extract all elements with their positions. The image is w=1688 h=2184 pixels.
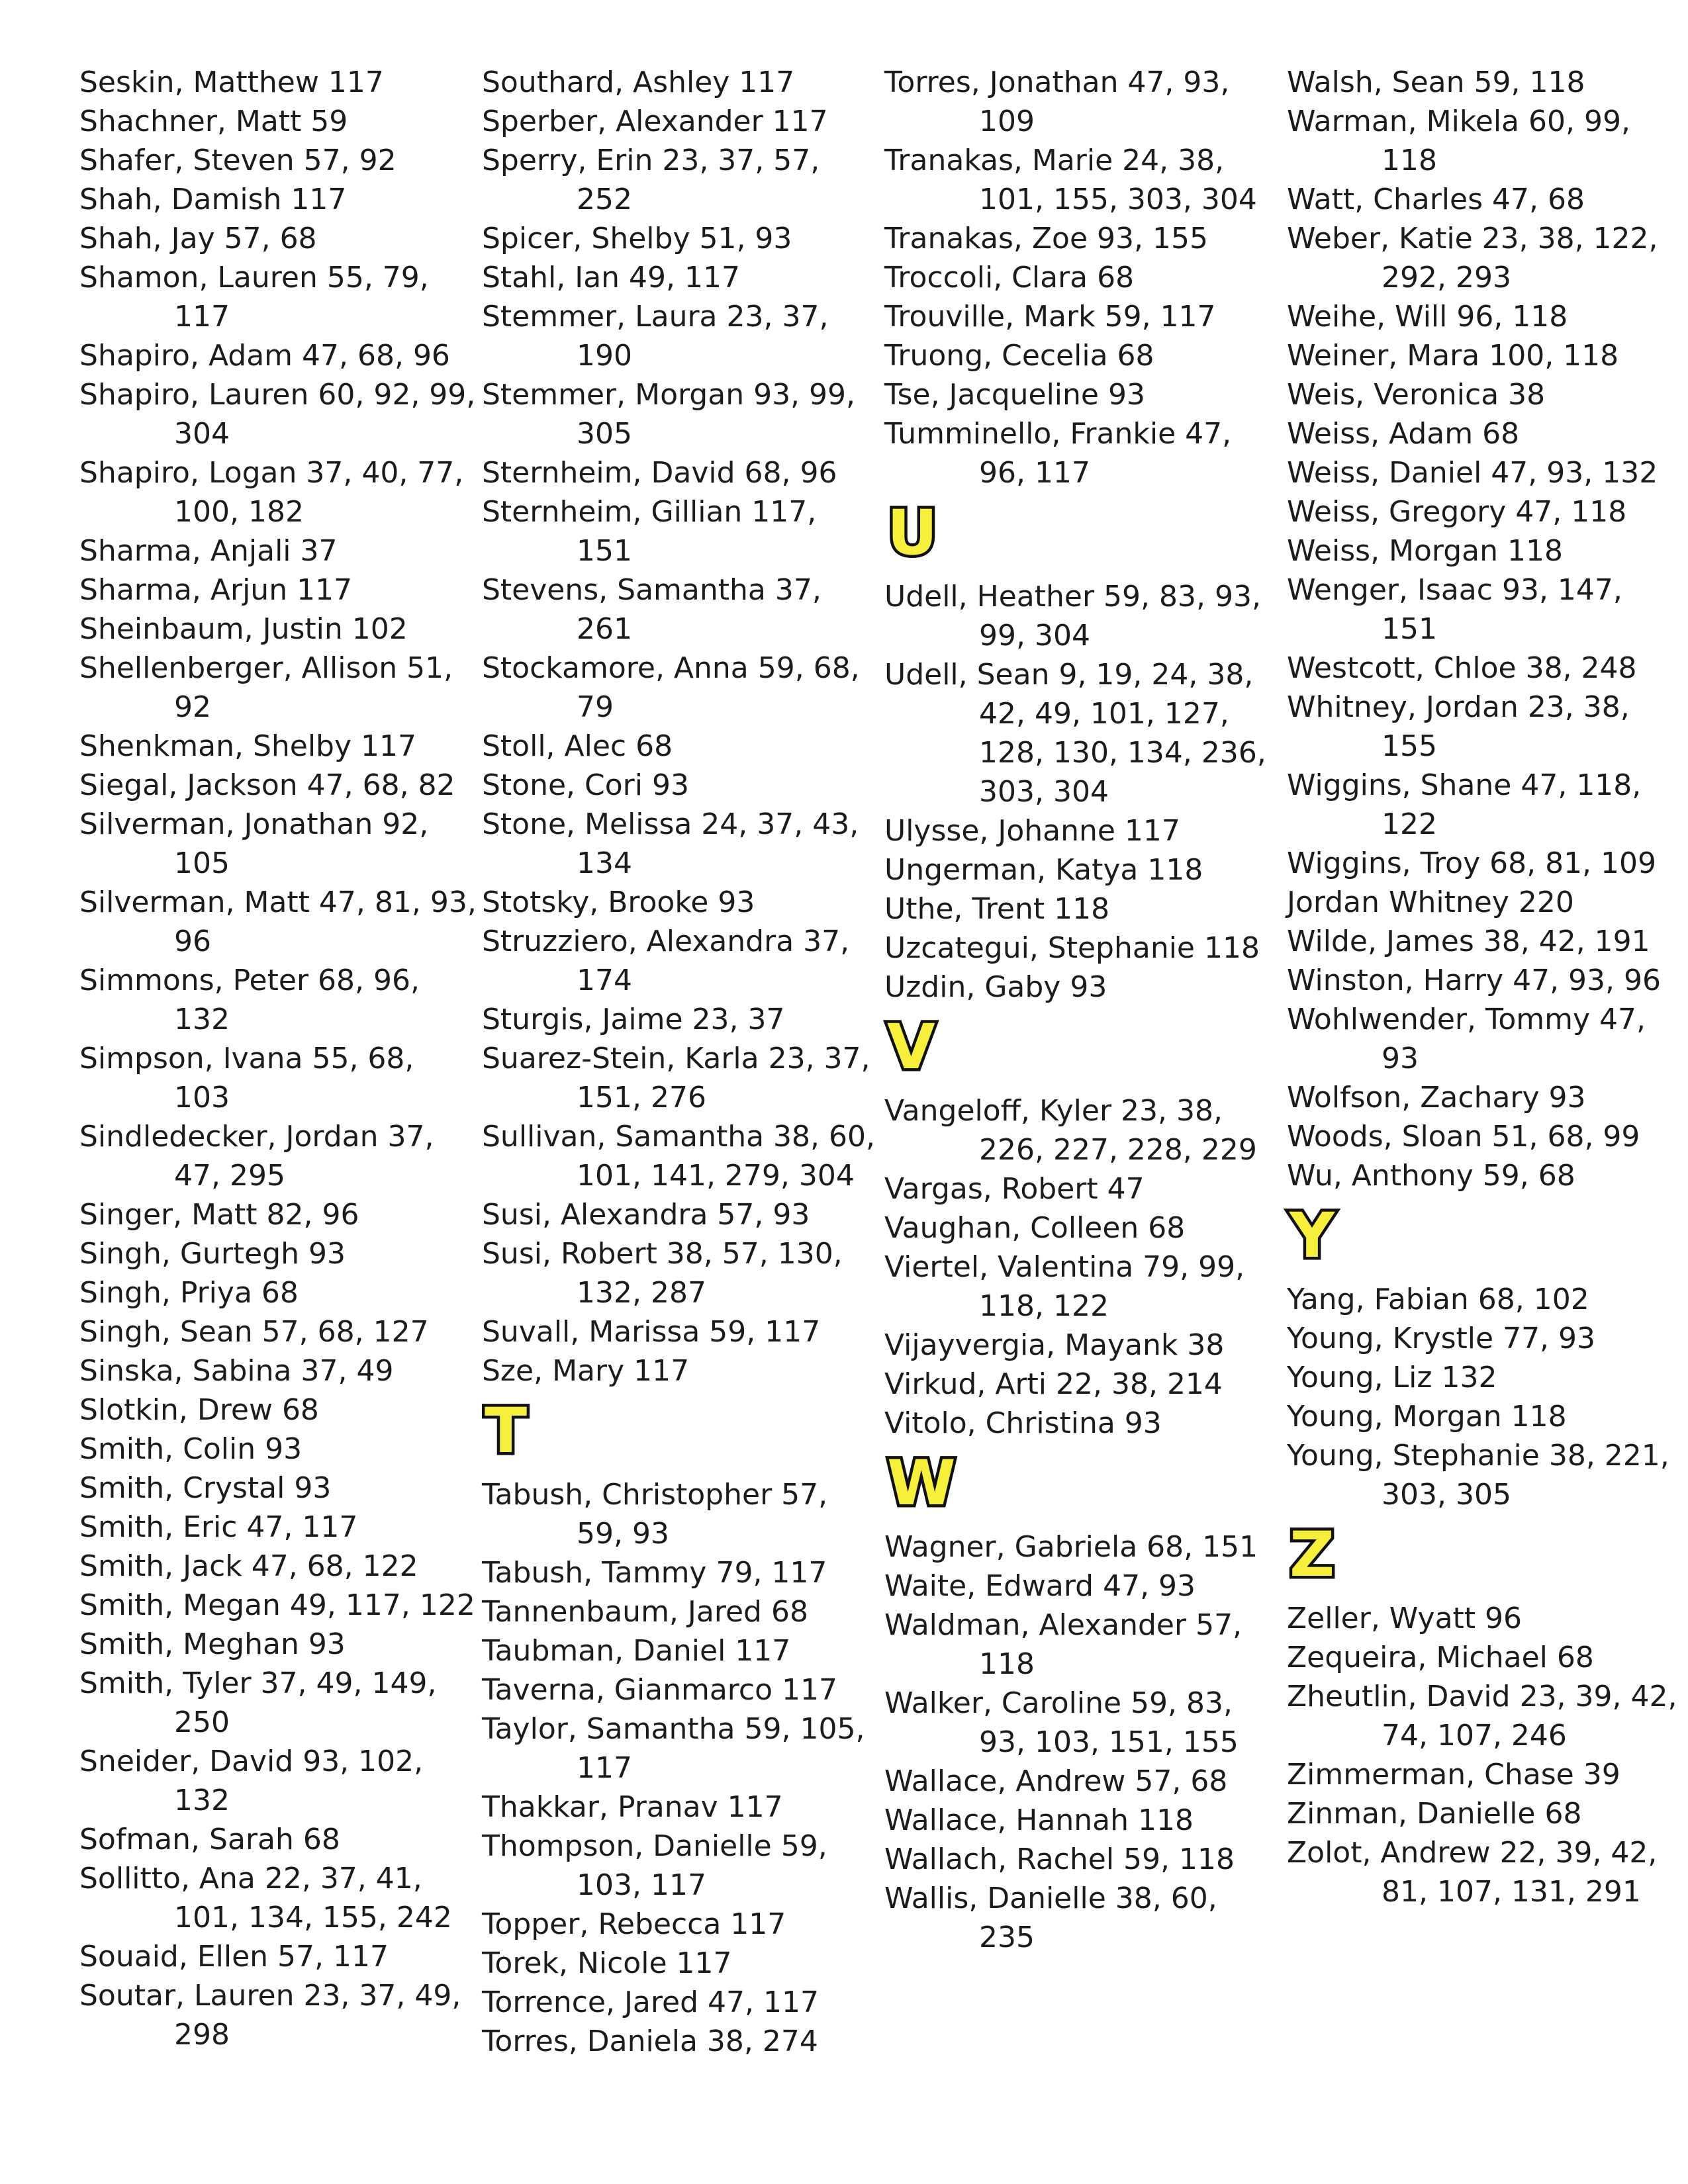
index-entry: Shah, Jay 57, 68: [79, 222, 317, 255]
index-entry: Ulysse, Johanne 117: [884, 814, 1180, 848]
section-letter-glyph: U: [887, 497, 938, 569]
index-entry: Udell, Heather 59, 83, 93, 99, 304: [884, 580, 1261, 653]
index-entry: Torres, Daniela 38, 274: [482, 2025, 818, 2058]
index-entry: Shapiro, Logan 37, 40, 77, 100, 182: [79, 456, 464, 529]
index-entry: Seskin, Matthew 117: [79, 66, 384, 99]
section-letter-u: [884, 492, 1282, 577]
index-entry: Suvall, Marissa 59, 117: [482, 1315, 821, 1349]
index-entry: Weber, Katie 23, 38, 122, 292, 293: [1287, 222, 1658, 295]
index-entry: Vangeloff, Kyler 23, 38, 226, 227, 228, 229: [884, 1094, 1257, 1167]
index-entry: Udell, Sean 9, 19, 24, 38, 42, 49, 101, 127, 128, 130, 134, 236, 303, 304: [884, 658, 1266, 809]
index-entry: Ungerman, Katya 118: [884, 853, 1203, 887]
index-entry: Weihe, Will 96, 118: [1287, 300, 1568, 334]
index-entry: Zequeira, Michael 68: [1287, 1641, 1594, 1674]
index-entry: Shellenberger, Allison 51, 92: [79, 651, 453, 724]
index-entry: Susi, Robert 38, 57, 130, 132, 287: [482, 1237, 843, 1310]
index-entry: Tumminello, Frankie 47, 96, 117: [884, 417, 1232, 490]
index-entry: Torrence, Jared 47, 117: [482, 1985, 819, 2019]
index-entry: Sneider, David 93, 102, 132: [79, 1745, 424, 1817]
index-entry: Sperry, Erin 23, 37, 57, 252: [482, 144, 820, 216]
index-entry: Singh, Sean 57, 68, 127: [79, 1315, 429, 1349]
index-entry: Zolot, Andrew 22, 39, 42, 81, 107, 131, 291: [1287, 1836, 1658, 1909]
index-entry: Woods, Sloan 51, 68, 99: [1287, 1120, 1640, 1154]
index-entry: Jordan Whitney 220: [1287, 886, 1574, 919]
index-entry: Warman, Mikela 60, 99, 118: [1287, 105, 1630, 177]
index-entry: Waldman, Alexander 57, 118: [884, 1608, 1243, 1681]
index-entry: Sze, Mary 117: [482, 1354, 690, 1388]
index-entry: Stone, Cori 93: [482, 768, 689, 802]
index-entry: Weiss, Daniel 47, 93, 132: [1287, 456, 1658, 490]
index-entry: Taubman, Daniel 117: [482, 1634, 791, 1668]
index-entry: Virkud, Arti 22, 38, 214: [884, 1367, 1223, 1401]
section-letter-glyph: V: [887, 1011, 935, 1083]
index-entry: Stemmer, Morgan 93, 99, 305: [482, 378, 856, 451]
section-letter-y: [1287, 1195, 1684, 1280]
index-entry: Simpson, Ivana 55, 68, 103: [79, 1042, 414, 1115]
section-letter-w: [884, 1443, 1282, 1527]
index-entry: Stoll, Alec 68: [482, 729, 673, 763]
index-entry: Trouville, Mark 59, 117: [884, 300, 1216, 334]
index-entry: Vitolo, Christina 93: [884, 1406, 1162, 1440]
index-entry: Torres, Jonathan 47, 93, 109: [884, 66, 1230, 138]
index-entry: Susi, Alexandra 57, 93: [482, 1198, 810, 1232]
index-entry: Young, Stephanie 38, 221, 303, 305: [1287, 1439, 1669, 1512]
index-entry: Tranakas, Zoe 93, 155: [884, 222, 1208, 255]
index-entry: Tabush, Christopher 57, 59, 93: [482, 1478, 828, 1551]
index-entry: Singh, Priya 68: [79, 1276, 299, 1310]
section-letter-z: [1287, 1514, 1684, 1599]
index-entry: Taverna, Gianmarco 117: [482, 1673, 838, 1707]
index-entry: Zeller, Wyatt 96: [1287, 1602, 1523, 1635]
index-entry: Shamon, Lauren 55, 79, 117: [79, 261, 429, 334]
index-entry: Wiggins, Shane 47, 118, 122: [1287, 768, 1642, 841]
index-entry: Sinska, Sabina 37, 49: [79, 1354, 394, 1388]
index-entry: Thompson, Danielle 59, 103, 117: [482, 1829, 827, 1902]
index-entry: Smith, Crystal 93: [79, 1471, 332, 1505]
index-entry: Spicer, Shelby 51, 93: [482, 222, 792, 255]
index-entry: Tannenbaum, Jared 68: [482, 1595, 808, 1629]
index-entry: Tabush, Tammy 79, 117: [482, 1556, 827, 1590]
index-entry: Yang, Fabian 68, 102: [1287, 1283, 1589, 1316]
index-entry: Sturgis, Jaime 23, 37: [482, 1003, 785, 1036]
index-entry: Topper, Rebecca 117: [482, 1907, 786, 1941]
index-column-2: [482, 63, 879, 2061]
index-entry: Wallach, Rachel 59, 118: [884, 1843, 1235, 1876]
section-letter-glyph: Z: [1289, 1519, 1335, 1591]
section-letter-glyph: W: [887, 1447, 956, 1520]
index-entry: Zheutlin, David 23, 39, 42, 74, 107, 246: [1287, 1680, 1677, 1752]
index-entry: Wallis, Danielle 38, 60, 235: [884, 1882, 1217, 1954]
index-entry: Smith, Meghan 93: [79, 1627, 346, 1661]
index-entry: Young, Morgan 118: [1287, 1400, 1567, 1433]
index-entry: Wallace, Hannah 118: [884, 1803, 1194, 1837]
index-entry: Uthe, Trent 118: [884, 892, 1110, 926]
index-entry: Troccoli, Clara 68: [884, 261, 1135, 295]
index-entry: Sternheim, Gillian 117, 151: [482, 495, 817, 568]
index-entry: Westcott, Chloe 38, 248: [1287, 651, 1637, 685]
index-entry: Sofman, Sarah 68: [79, 1823, 340, 1856]
index-entry: Singer, Matt 82, 96: [79, 1198, 359, 1232]
index-entry: Wallace, Andrew 57, 68: [884, 1764, 1228, 1798]
index-entry: Smith, Tyler 37, 49, 149, 250: [79, 1666, 437, 1739]
index-entry: Slotkin, Drew 68: [79, 1393, 319, 1427]
index-entry: Weis, Veronica 38: [1287, 378, 1546, 412]
index-entry: Sollitto, Ana 22, 37, 41, 101, 134, 155, 242: [79, 1862, 452, 1934]
index-entry: Simmons, Peter 68, 96, 132: [79, 964, 420, 1036]
index-entry: Tranakas, Marie 24, 38, 101, 155, 303, 304: [884, 144, 1257, 216]
index-entry: Truong, Cecelia 68: [884, 339, 1154, 373]
section-letter-v: [884, 1007, 1282, 1091]
index-entry: Suarez-Stein, Karla 23, 37, 151, 276: [482, 1042, 870, 1115]
index-entry: Taylor, Samantha 59, 105, 117: [482, 1712, 865, 1785]
index-entry: Wolfson, Zachary 93: [1287, 1081, 1586, 1115]
index-entry: Stemmer, Laura 23, 37, 190: [482, 300, 829, 373]
index-entry: Stockamore, Anna 59, 68, 79: [482, 651, 860, 724]
index-entry: Shapiro, Adam 47, 68, 96: [79, 339, 450, 373]
index-entry: Sperber, Alexander 117: [482, 105, 828, 138]
index-entry: Souaid, Ellen 57, 117: [79, 1940, 389, 1974]
index-entry: Shapiro, Lauren 60, 92, 99, 304: [79, 378, 476, 451]
index-entry: Walker, Caroline 59, 83, 93, 103, 151, 155: [884, 1686, 1239, 1759]
index-entry: Wu, Anthony 59, 68: [1287, 1159, 1575, 1193]
index-entry: Siegal, Jackson 47, 68, 82: [79, 768, 455, 802]
index-entry: Vijayvergia, Mayank 38: [884, 1328, 1225, 1362]
index-entry: Zimmerman, Chase 39: [1287, 1758, 1620, 1792]
index-entry: Stone, Melissa 24, 37, 43, 134: [482, 807, 859, 880]
index-entry: Weiss, Morgan 118: [1287, 534, 1563, 568]
index-entry: Uzcategui, Stephanie 118: [884, 931, 1260, 965]
section-letter-glyph: T: [485, 1395, 528, 1467]
index-entry: Watt, Charles 47, 68: [1287, 183, 1585, 216]
index-entry: Smith, Eric 47, 117: [79, 1510, 358, 1544]
index-entry: Walsh, Sean 59, 118: [1287, 66, 1585, 99]
index-entry: Uzdin, Gaby 93: [884, 970, 1107, 1004]
index-entry: Zinman, Danielle 68: [1287, 1797, 1582, 1831]
index-entry: Vaughan, Colleen 68: [884, 1211, 1186, 1245]
index-entry: Sullivan, Samantha 38, 60, 101, 141, 279, 304: [482, 1120, 875, 1193]
index-entry: Wenger, Isaac 93, 147, 151: [1287, 573, 1622, 646]
index-entry: Smith, Jack 47, 68, 122: [79, 1549, 418, 1583]
index-entry: Tse, Jacqueline 93: [884, 378, 1145, 412]
index-entry: Viertel, Valentina 79, 99, 118, 122: [884, 1250, 1245, 1323]
index-entry: Young, Liz 132: [1287, 1361, 1497, 1394]
index-entry: Thakkar, Pranav 117: [482, 1790, 783, 1824]
index-entry: Stahl, Ian 49, 117: [482, 261, 740, 295]
index-entry: Silverman, Matt 47, 81, 93, 96: [79, 886, 477, 958]
index-entry: Stotsky, Brooke 93: [482, 886, 755, 919]
index-entry: Shenkman, Shelby 117: [79, 729, 416, 763]
index-column-1: [79, 63, 477, 2054]
index-entry: Wilde, James 38, 42, 191: [1287, 925, 1650, 958]
index-entry: Winston, Harry 47, 93, 96: [1287, 964, 1661, 997]
index-entry: Silverman, Jonathan 92, 105: [79, 807, 429, 880]
index-entry: Sternheim, David 68, 96: [482, 456, 837, 490]
index-entry: Sheinbaum, Justin 102: [79, 612, 408, 646]
index-entry: Southard, Ashley 117: [482, 66, 795, 99]
index-entry: Singh, Gurtegh 93: [79, 1237, 346, 1271]
index-entry: Sharma, Arjun 117: [79, 573, 353, 607]
index-entry: Weiner, Mara 100, 118: [1287, 339, 1619, 373]
index-entry: Struzziero, Alexandra 37, 174: [482, 925, 850, 997]
index-entry: Weiss, Adam 68: [1287, 417, 1520, 451]
index-entry: Soutar, Lauren 23, 37, 49, 298: [79, 1979, 461, 2052]
index-entry: Shachner, Matt 59: [79, 105, 348, 138]
index-entry: Weiss, Gregory 47, 118: [1287, 495, 1627, 529]
index-entry: Waite, Edward 47, 93: [884, 1569, 1196, 1603]
index-entry: Sharma, Anjali 37: [79, 534, 338, 568]
index-entry: Smith, Colin 93: [79, 1432, 303, 1466]
index-entry: Whitney, Jordan 23, 38, 155: [1287, 690, 1630, 763]
index-entry: Vargas, Robert 47: [884, 1172, 1145, 1206]
index-column-4: [1287, 63, 1684, 1911]
index-entry: Wiggins, Troy 68, 81, 109: [1287, 846, 1657, 880]
section-letter-glyph: Y: [1289, 1200, 1335, 1272]
index-entry: Torek, Nicole 117: [482, 1946, 732, 1980]
index-column-3: [884, 63, 1282, 1957]
index-entry: Shah, Damish 117: [79, 183, 347, 216]
index-entry: Wagner, Gabriela 68, 151: [884, 1530, 1258, 1564]
index-entry: Sindledecker, Jordan 37, 47, 295: [79, 1120, 434, 1193]
index-entry: Shafer, Steven 57, 92: [79, 144, 397, 177]
index-entry: Wohlwender, Tommy 47, 93: [1287, 1003, 1646, 1075]
section-letter-t: [482, 1390, 879, 1475]
index-entry: Stevens, Samantha 37, 261: [482, 573, 821, 646]
index-entry: Young, Krystle 77, 93: [1287, 1322, 1596, 1355]
index-entry: Smith, Megan 49, 117, 122: [79, 1588, 475, 1622]
